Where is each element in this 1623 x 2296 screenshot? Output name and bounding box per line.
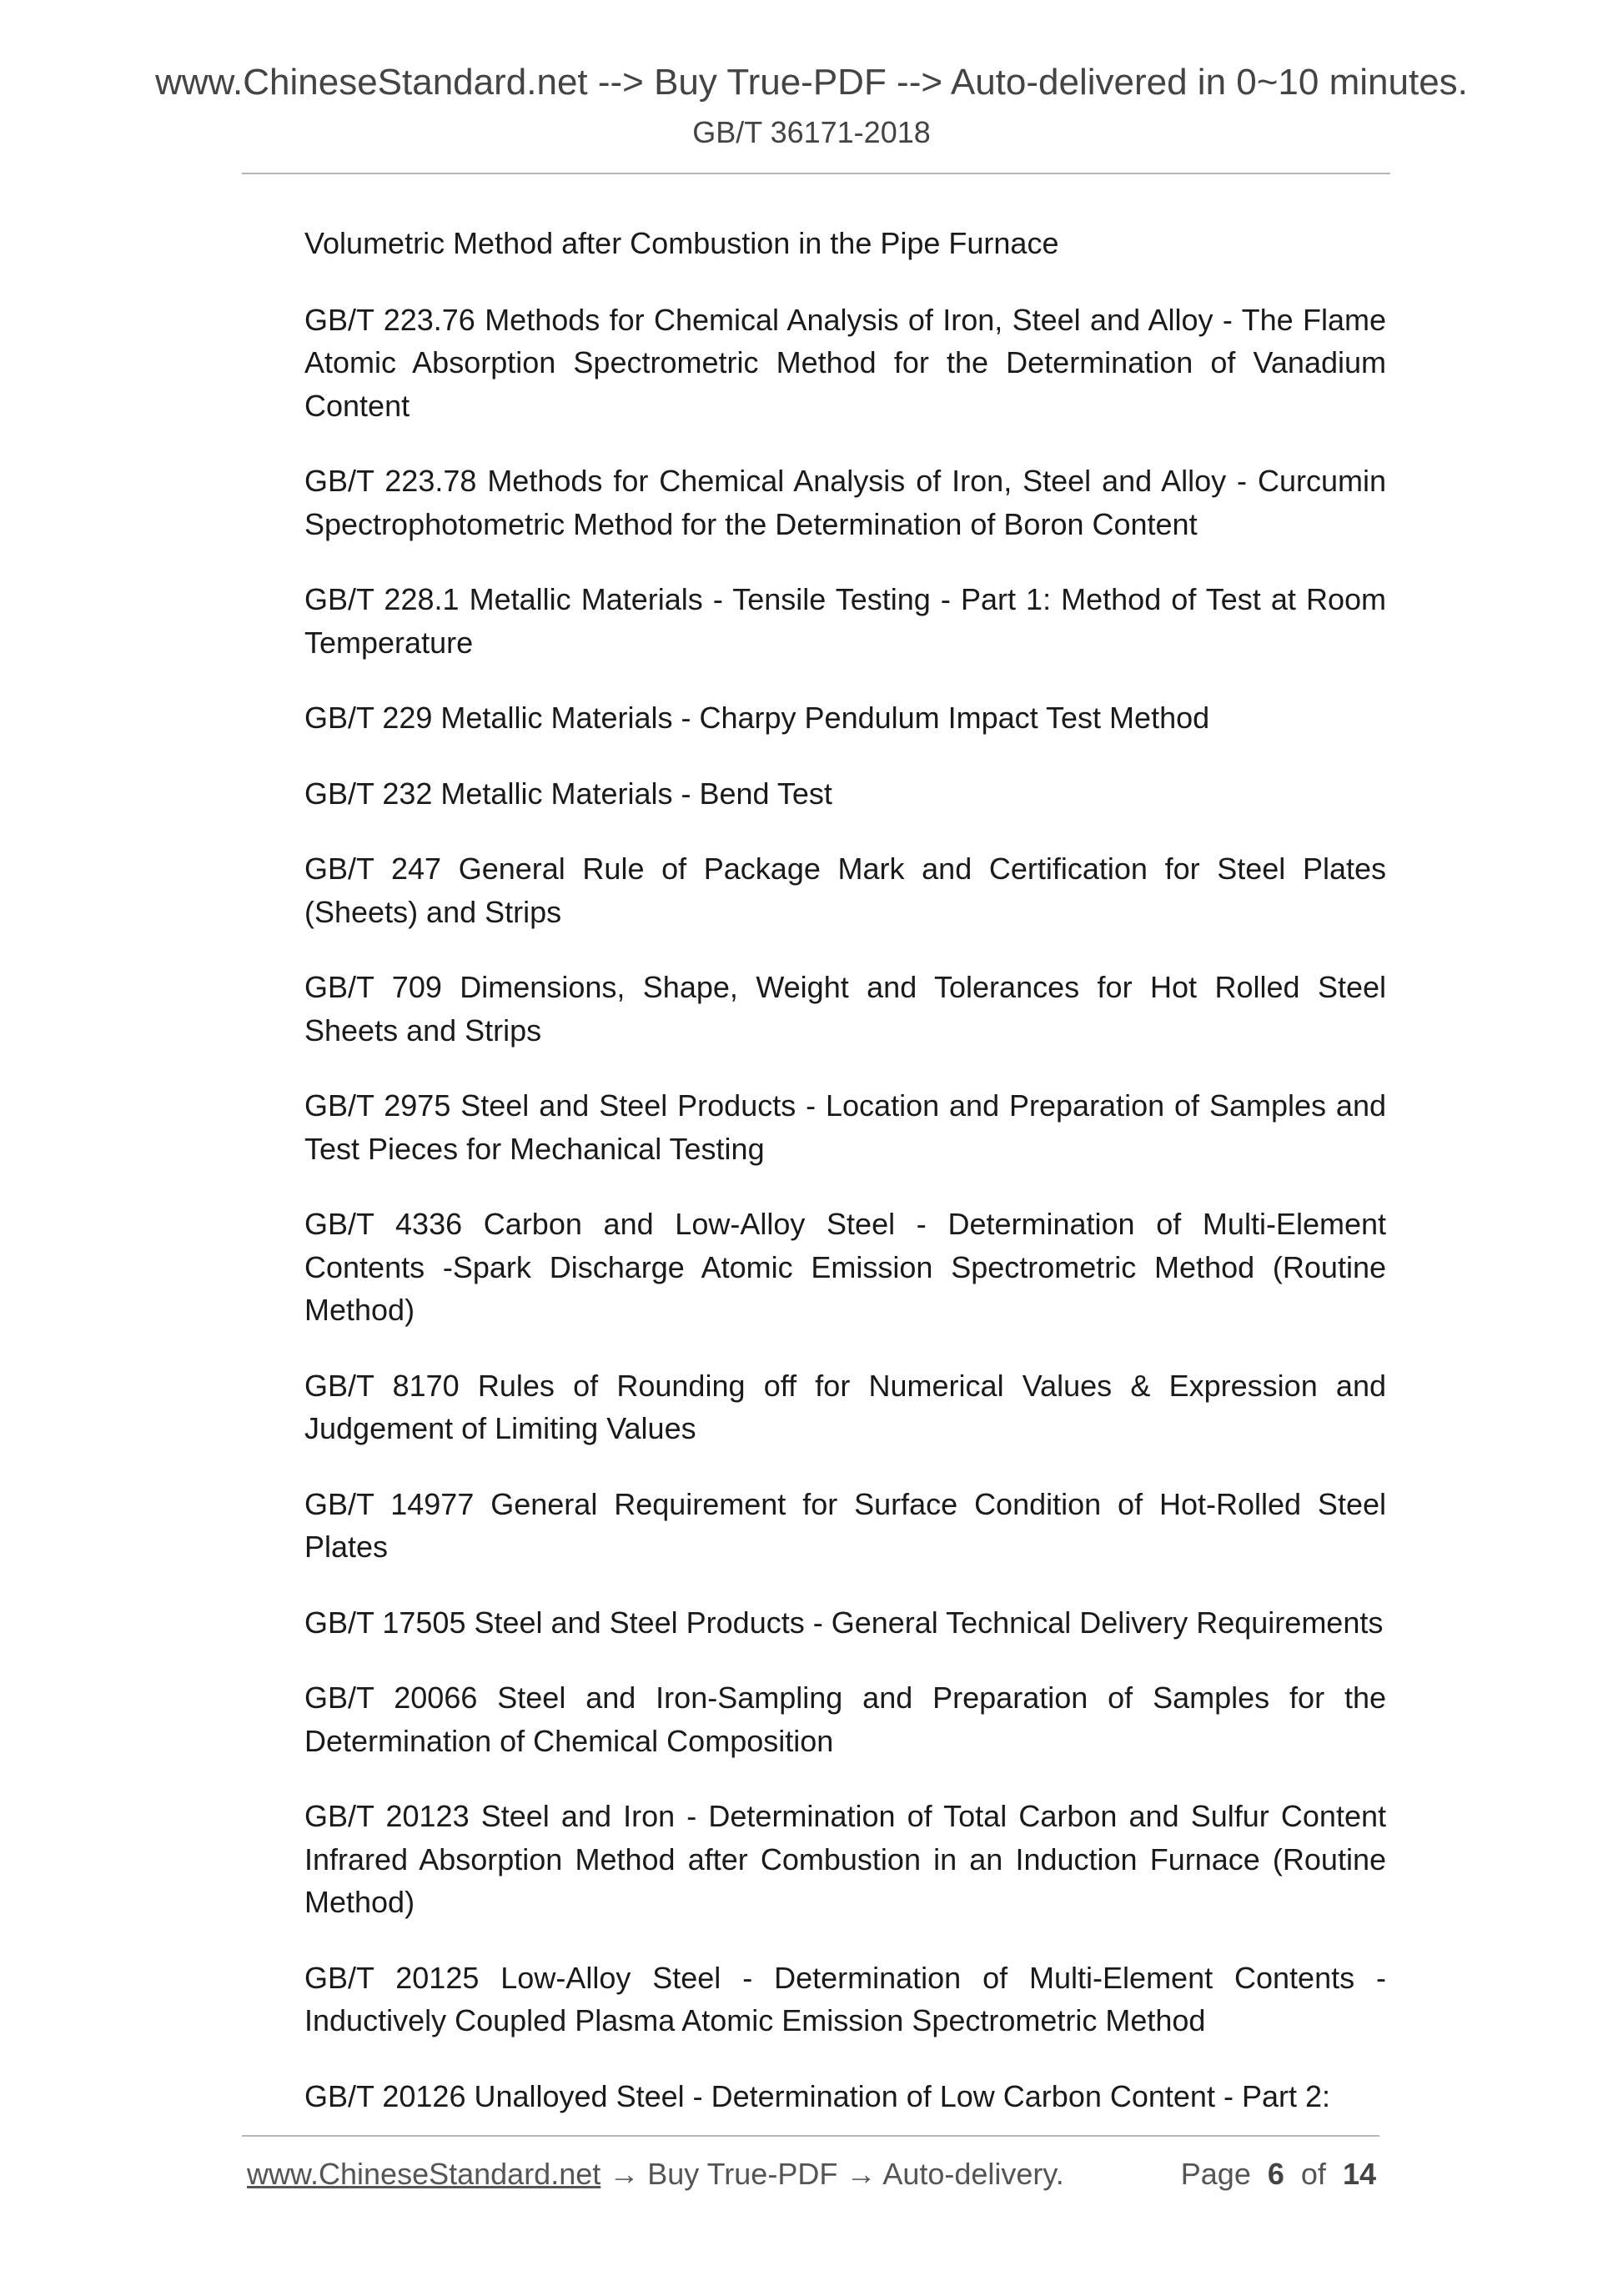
- reference-item: GB/T 14977 General Requirement for Surface Condition of Hot-Rolled Steel Plates: [304, 1486, 1386, 1564]
- total-pages-number: 14: [1342, 2157, 1376, 2191]
- page-label: Page: [1180, 2157, 1251, 2191]
- reference-item: GB/T 223.78 Methods for Chemical Analysis of Iron, Steel and Alloy - Curcumin Spectrophotometric Method for the Determination of Boron Content: [304, 464, 1386, 541]
- reference-item: GB/T 20125 Low-Alloy Steel - Determination of Multi-Element Contents - Inductively Coupled Plasma Atomic Emission Spectrometric Method: [304, 1960, 1386, 2037]
- header-banner: www.ChineseStandard.net --> Buy True-PDF --> Auto-delivered in 0~10 minutes.: [155, 62, 1468, 103]
- reference-item: GB/T 2975 Steel and Steel Products - Location and Preparation of Samples and Test Pieces for Mechanical Testing: [304, 1088, 1386, 1166]
- reference-item: Volumetric Method after Combustion in the Pipe Furnace: [304, 226, 1059, 260]
- footer-promo: [247, 2157, 1064, 2192]
- footer-divider: [242, 2135, 1379, 2137]
- current-page-number: 6: [1267, 2157, 1284, 2191]
- footer-website-link[interactable]: www.ChineseStandard.net: [247, 2157, 601, 2191]
- reference-item: GB/T 232 Metallic Materials - Bend Test: [304, 776, 832, 811]
- reference-item: GB/T 20066 Steel and Iron-Sampling and Preparation of Samples for the Determination of Chemical Composition: [304, 1681, 1386, 1758]
- normative-references-list: [304, 222, 1386, 2150]
- reference-item: GB/T 223.76 Methods for Chemical Analysis of Iron, Steel and Alloy - The Flame Atomic Absorption Spectrometric Method for the Determination of Vanadium Content: [304, 302, 1386, 423]
- reference-item: GB/T 709 Dimensions, Shape, Weight and Tolerances for Hot Rolled Steel Sheets and Strips: [304, 970, 1386, 1048]
- page-indicator: [1181, 2157, 1376, 2192]
- page-footer: [247, 2157, 1376, 2198]
- reference-item: GB/T 8170 Rules of Rounding off for Numerical Values & Expression and Judgement of Limiting Values: [304, 1368, 1386, 1445]
- reference-item: GB/T 4336 Carbon and Low-Alloy Steel - Determination of Multi-Element Contents -Spark Discharge Atomic Emission Spectrometric Method (Routine Method): [304, 1207, 1386, 1327]
- reference-item: GB/T 20126 Unalloyed Steel - Determination of Low Carbon Content - Part 2:: [304, 2078, 1330, 2113]
- reference-item: GB/T 20123 Steel and Iron - Determination of Total Carbon and Sulfur Content Infrared Absorption Method after Combustion in an Induction Furnace (Routine Method): [304, 1799, 1386, 1919]
- reference-item: GB/T 229 Metallic Materials - Charpy Pendulum Impact Test Method: [304, 701, 1210, 735]
- reference-item: GB/T 247 General Rule of Package Mark and Certification for Steel Plates (Sheets) and Strips: [304, 852, 1386, 929]
- page-of-label: of: [1300, 2157, 1326, 2191]
- header-divider: [242, 173, 1390, 174]
- reference-item: GB/T 17505 Steel and Steel Products - General Technical Delivery Requirements: [304, 1605, 1384, 1640]
- reference-item: GB/T 228.1 Metallic Materials - Tensile Testing - Part 1: Method of Test at Room Temperature: [304, 582, 1386, 660]
- footer-tagline: → Buy True-PDF → Auto-delivery.: [600, 2157, 1064, 2191]
- document-number: GB/T 36171-2018: [692, 115, 931, 149]
